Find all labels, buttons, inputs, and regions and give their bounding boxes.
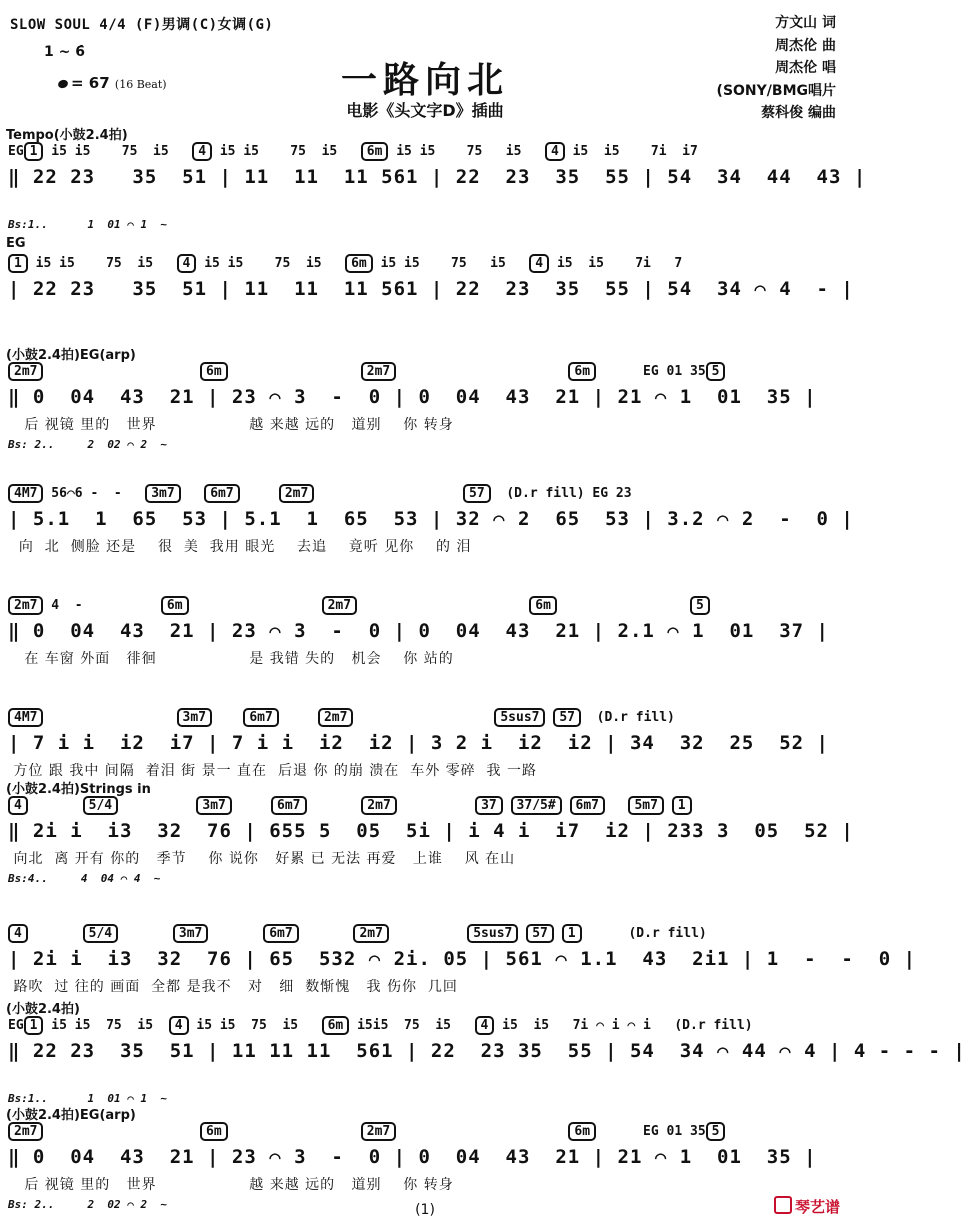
guitar-pattern: [307, 798, 362, 813]
guitar-pattern: i5 i5 7i 7: [549, 256, 683, 271]
guitar-pattern: [314, 486, 463, 501]
guitar-pattern: i5 i5 75 i5: [188, 1018, 322, 1033]
chord-symbol: 2m7: [361, 796, 396, 815]
system-3-melody-line: ‖ 0 04 43 21 | 23 ⌒ 3 - 0 | 0 04 43 21 | 21 ⌒ 1 01 35 |: [8, 386, 817, 408]
song-subtitle: 电影《头文字D》插曲: [346, 101, 504, 120]
credit-label: (SONY/BMG唱片: [716, 82, 836, 99]
chord-symbol: 1: [8, 254, 28, 273]
guitar-pattern: [279, 710, 318, 725]
chord-symbol: 4: [529, 254, 549, 273]
chord-symbol: 1: [24, 1016, 44, 1035]
chord-symbol: 5/4: [83, 796, 118, 815]
system-2-melody-line: | 22 23 35 51 | 11 11 11 561 | 22 23 35 55 | 54 34 ⌒ 4 - |: [8, 278, 854, 300]
guitar-pattern: i5 i5 75 i5: [196, 256, 346, 271]
chord-symbol: 6m: [568, 1122, 596, 1141]
guitar-pattern: [43, 1124, 200, 1139]
system-3-lyrics-line: 后 视镜 里的 世界 越 来越 远的 道别 你 转身: [8, 417, 454, 433]
chord-symbol: 2m7: [8, 1122, 43, 1141]
system-5-melody-line: ‖ 0 04 43 21 | 23 ⌒ 3 - 0 | 0 04 43 21 | 2.1 ⌒ 1 01 37 |: [8, 620, 829, 642]
chord-symbol: 57: [526, 924, 554, 943]
guitar-pattern: (D.r fill): [580, 710, 675, 725]
system-9-section-label: (小鼓2.4拍): [6, 1002, 80, 1017]
chord-symbol: 6m7: [570, 796, 605, 815]
chord-symbol: 6m: [200, 362, 228, 381]
chord-symbol: 6m: [322, 1016, 350, 1035]
credits-block: [717, 12, 836, 125]
guitar-pattern: [357, 598, 529, 613]
chord-symbol: 2m7: [318, 708, 353, 727]
tempo-beat-note: (16 Beat): [114, 78, 167, 91]
chord-symbol: 4: [8, 796, 28, 815]
system-1-bass-line: Bs:1.. 1 01 ⌒ 1 ~: [8, 218, 167, 231]
guitar-pattern: [240, 486, 279, 501]
chord-symbol: 5: [690, 596, 710, 615]
chord-symbol: 3m7: [196, 796, 231, 815]
guitar-pattern: 56⌒6 - -: [43, 486, 146, 501]
vocal-range: 1 ~ 6̇: [44, 44, 85, 60]
system-1-chord-line: [8, 142, 698, 161]
guitar-pattern: [189, 598, 322, 613]
guitar-pattern: i5 i5 75 i5: [372, 256, 530, 271]
chord-symbol: 6m7: [204, 484, 239, 503]
chord-symbol: 2m7: [361, 362, 396, 381]
guitar-pattern: (D.r fill) EG 23: [490, 486, 632, 501]
system-7-melody-line: ‖ 2i i i3 32 76 | 655 5 05 5i | i 4 i i7 i2 | 233 3 05 52 |: [8, 820, 854, 842]
system-3-section-label: (小鼓2.4拍)EG(arp): [6, 348, 136, 363]
chord-symbol: 2m7: [322, 596, 357, 615]
guitar-pattern: 4 -: [43, 598, 161, 613]
chord-symbol: 4: [192, 142, 212, 161]
guitar-pattern: [503, 798, 511, 813]
guitar-pattern: [545, 710, 553, 725]
system-9-chord-line: [8, 1016, 753, 1035]
system-9-bass-line: Bs:1.. 1 01 ⌒ 1 ~: [8, 1092, 167, 1105]
chord-symbol: 57: [463, 484, 491, 503]
system-10-section-label: (小鼓2.4拍)EG(arp): [6, 1108, 136, 1123]
guitar-pattern: [557, 598, 690, 613]
system-2-chord-line: [8, 254, 682, 273]
system-4-melody-line: | 5.1 1 65 53 | 5.1 1 65 53 | 32 ⌒ 2 65 53 | 3.2 ⌒ 2 - 0 |: [8, 508, 854, 530]
system-4-chord-line: [8, 484, 632, 503]
system-10-bass-line: Bs: 2.. 2 02 ⌒ 2 ~: [8, 1198, 167, 1211]
guitar-pattern: i5 i5 75 i5: [27, 256, 177, 271]
chord-symbol: 2m7: [353, 924, 388, 943]
guitar-pattern: [43, 364, 200, 379]
guitar-pattern: EG: [8, 144, 24, 159]
system-8-chord-line: [8, 924, 707, 943]
chord-symbol: 37: [475, 796, 503, 815]
credit-lyricist: 方文山 词: [775, 15, 836, 31]
chord-symbol: 5sus7: [494, 708, 545, 727]
system-7-chord-line: [8, 796, 692, 815]
chord-symbol: 4: [8, 924, 28, 943]
chord-symbol: 37/5#: [511, 796, 562, 815]
guitar-pattern: [396, 1124, 568, 1139]
system-10-lyrics-line: 后 视镜 里的 世界 越 来越 远的 道别 你 转身: [8, 1177, 454, 1193]
system-8-melody-line: | 2i i i3 32 76 | 65 532 ⌒ 2i. 05 | 561 ⌒ 1.1 43 2i1 | 1 - - 0 |: [8, 948, 917, 970]
system-6-lyrics-line: 方位 跟 我中 间隔 着泪 街 景一 直在 后退 你 的崩 溃在 车外 零碎 我 一路: [8, 763, 538, 779]
system-7-bass-line: Bs:4.. 4 04 ⌒ 4 ~: [8, 872, 161, 885]
guitar-pattern: [562, 798, 570, 813]
chord-symbol: 4: [545, 142, 565, 161]
guitar-pattern: EG 01 35: [596, 364, 706, 379]
chord-symbol: 57: [553, 708, 581, 727]
guitar-pattern: EG: [8, 1018, 24, 1033]
logo-text: 琴艺谱: [794, 1198, 840, 1216]
chord-symbol: 4: [177, 254, 197, 273]
chord-symbol: 6m: [161, 596, 189, 615]
system-7-lyrics-line: 向北 离 开有 你的 季节 你 说你 好累 已 无法 再爱 上谁 风 在山: [8, 851, 516, 867]
chord-symbol: 5: [706, 362, 726, 381]
site-logo: [774, 1196, 840, 1217]
system-2-section-label: EG: [6, 236, 26, 251]
logo-mark-icon: [774, 1196, 792, 1214]
guitar-pattern: (D.r fill): [581, 926, 707, 941]
system-9-melody-line: ‖ 22 23 35 51 | 11 11 11 561 | 22 23 35 55 | 54 34 ⌒ 44 ⌒ 4 | 4 - - - |: [8, 1040, 966, 1062]
guitar-pattern: [118, 798, 196, 813]
guitar-pattern: [397, 798, 475, 813]
system-5-chord-line: [8, 596, 710, 615]
chord-symbol: 2m7: [279, 484, 314, 503]
chord-symbol: 6m: [529, 596, 557, 615]
guitar-pattern: [118, 926, 173, 941]
guitar-pattern: i5 i5 75 i5: [43, 1018, 169, 1033]
tempo-value: = 67: [71, 74, 110, 92]
guitar-pattern: [605, 798, 628, 813]
song-title: 一路向北: [340, 60, 509, 101]
system-6-chord-line: [8, 708, 675, 727]
chord-symbol: 6m: [568, 362, 596, 381]
chord-symbol: 6m7: [243, 708, 278, 727]
system-1-section-label: Tempo(小鼓2.4拍): [6, 128, 128, 143]
guitar-pattern: [664, 798, 672, 813]
system-10-chord-line: [8, 1122, 725, 1141]
system-8-lyrics-line: 路吹 过 往的 画面 全都 是我不 对 细 数惭愧 我 伤你 几回: [8, 979, 458, 995]
guitar-pattern: [389, 926, 467, 941]
guitar-pattern: [208, 926, 263, 941]
guitar-pattern: [228, 1124, 361, 1139]
credit-arranger: 蔡科俊 编曲: [761, 105, 836, 121]
chord-symbol: 3m7: [173, 924, 208, 943]
chord-symbol: 4M7: [8, 484, 43, 503]
guitar-pattern: i5 i5 7i ⌒ i ⌒ i (D.r fill): [494, 1018, 753, 1033]
system-3-bass-line: Bs: 2.. 2 02 ⌒ 2 ~: [8, 438, 167, 451]
guitar-pattern: [28, 926, 83, 941]
system-5-lyrics-line: 在 车窗 外面 徘徊 是 我错 失的 机会 你 站的: [8, 651, 454, 667]
guitar-pattern: [228, 364, 361, 379]
system-7-section-label: (小鼓2.4拍)Strings in: [6, 782, 151, 797]
chord-symbol: 5/4: [83, 924, 118, 943]
guitar-pattern: i5 i5 75 i5: [43, 144, 193, 159]
chord-symbol: 4: [475, 1016, 495, 1035]
chord-symbol: 6m7: [271, 796, 306, 815]
chord-symbol: 3m7: [145, 484, 180, 503]
chord-symbol: 4M7: [8, 708, 43, 727]
system-1-melody-line: ‖ 22 23 35 51 | 11 11 11 561 | 22 23 35 55 | 54 34 44 43 |: [8, 166, 867, 188]
chord-symbol: 4: [169, 1016, 189, 1035]
guitar-pattern: [518, 926, 526, 941]
guitar-pattern: [396, 364, 568, 379]
style-and-key-line: SLOW SOUL 4/4 (F)男调(C)女调(G): [10, 17, 274, 33]
page-number: (1): [415, 1202, 435, 1218]
guitar-pattern: [212, 710, 243, 725]
chord-symbol: 2m7: [361, 1122, 396, 1141]
guitar-pattern: EG 01 35: [596, 1124, 706, 1139]
credit-singer: 周杰伦 唱: [775, 60, 836, 76]
guitar-pattern: [43, 710, 176, 725]
system-6-melody-line: | 7 i i i2 i7 | 7 i i i2 i2 | 3 2 i i2 i2 | 34 32 25 52 |: [8, 732, 829, 754]
guitar-pattern: [554, 926, 562, 941]
chord-symbol: 6m: [361, 142, 389, 161]
system-4-lyrics-line: 向 北 侧脸 还是 很 美 我用 眼光 去追 竟听 见你 的 泪: [8, 539, 472, 555]
credit-composer: 周杰伦 曲: [775, 37, 836, 54]
guitar-pattern: i5 i5 75 i5: [388, 144, 545, 159]
chord-symbol: 6m: [200, 1122, 228, 1141]
guitar-pattern: [181, 486, 204, 501]
guitar-pattern: [28, 798, 83, 813]
chord-symbol: 1: [672, 796, 692, 815]
chord-symbol: 1: [562, 924, 582, 943]
system-10-melody-line: ‖ 0 04 43 21 | 23 ⌒ 3 - 0 | 0 04 43 21 | 21 ⌒ 1 01 35 |: [8, 1146, 817, 1168]
chord-symbol: 5m7: [628, 796, 663, 815]
chord-symbol: 1: [24, 142, 44, 161]
guitar-pattern: [299, 926, 354, 941]
chord-symbol: 3m7: [177, 708, 212, 727]
guitar-pattern: i5 i5 7i i7: [564, 144, 698, 159]
chord-symbol: 5: [706, 1122, 726, 1141]
chord-symbol: 2m7: [8, 362, 43, 381]
guitar-pattern: i5i5 75 i5: [349, 1018, 475, 1033]
chord-symbol: 6m7: [263, 924, 298, 943]
chord-symbol: 6m: [345, 254, 373, 273]
chord-symbol: 5sus7: [467, 924, 518, 943]
guitar-pattern: i5 i5 75 i5: [212, 144, 361, 159]
guitar-pattern: [353, 710, 494, 725]
guitar-pattern: [232, 798, 271, 813]
chord-symbol: 2m7: [8, 596, 43, 615]
system-3-chord-line: [8, 362, 725, 381]
